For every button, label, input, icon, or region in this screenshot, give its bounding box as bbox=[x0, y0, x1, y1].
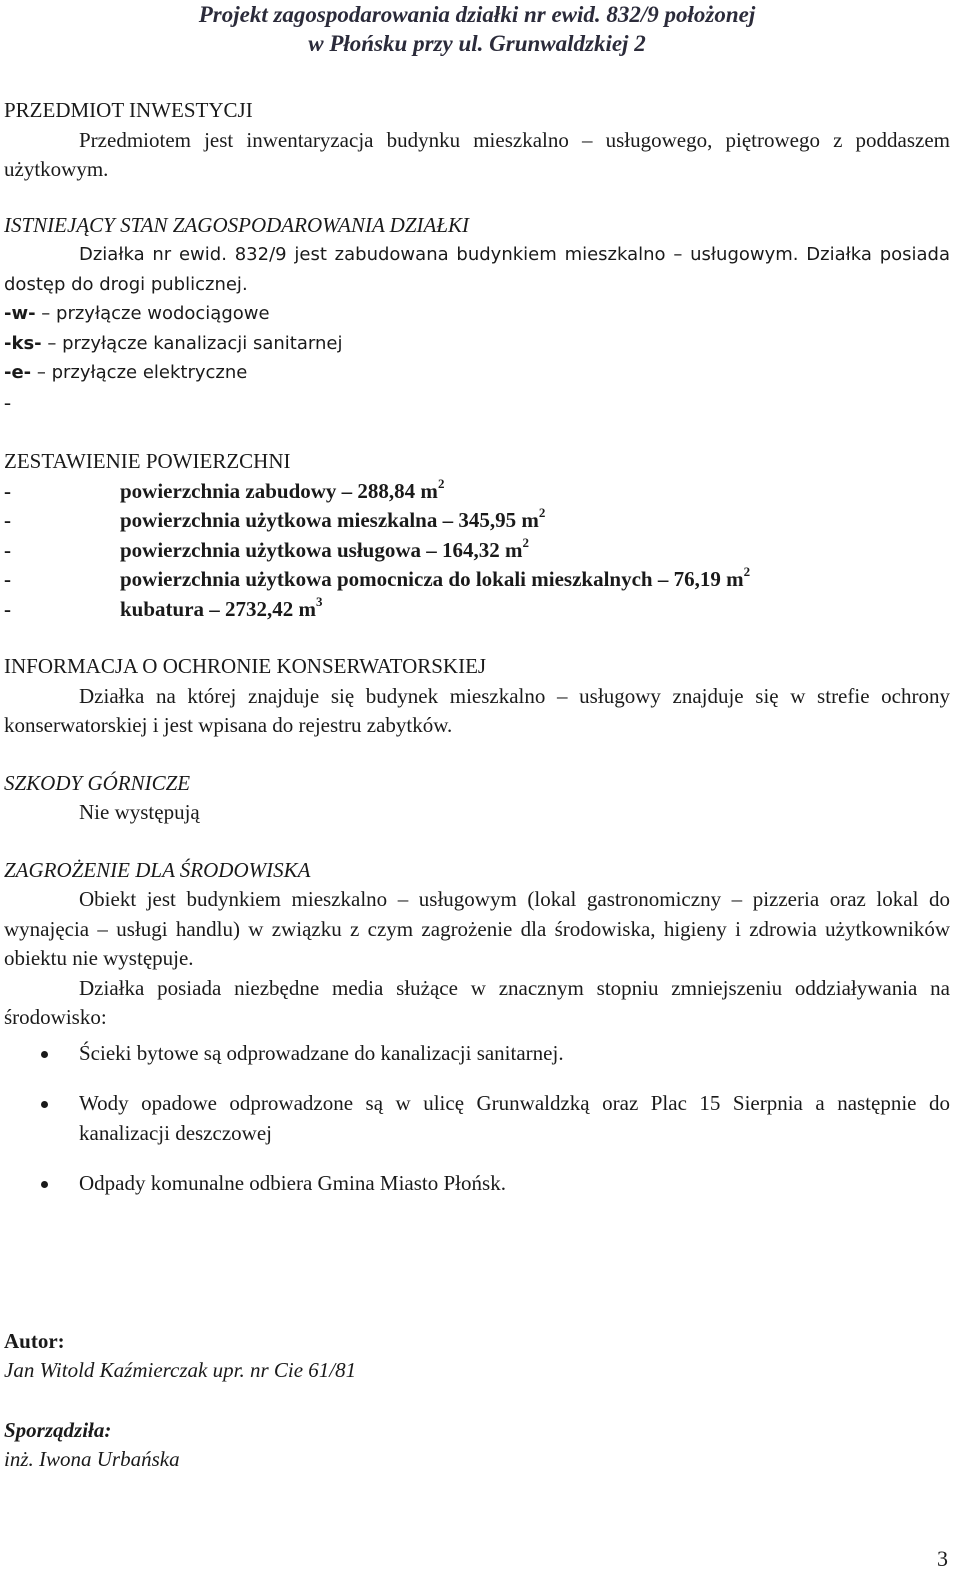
author-section bbox=[4, 1327, 950, 1386]
list-item bbox=[4, 1039, 950, 1069]
list-dash: - bbox=[4, 596, 11, 621]
list-item bbox=[4, 1089, 950, 1148]
connection-label: – przyłącze kanalizacji sanitarnej bbox=[41, 332, 343, 354]
list-dash: - bbox=[4, 508, 11, 532]
connection-label: – przyłącze elektryczne bbox=[31, 362, 248, 383]
existing-text: Działka nr ewid. 832/9 jest zabudowana budynkiem mieszkalno – usługowym. Działka posiada dostęp do drogi publicznej. bbox=[4, 244, 950, 295]
environment-text-1: Obiekt jest budynkiem mieszkalno – usługowym (lokal gastronomiczny – pizzeria oraz lokal do wynajęcia – usługi handlu) w związku z czym zagrożenie dla środowiska, higieny i zdrowia użytkowników obiektu nie występuje. bbox=[4, 887, 950, 970]
area-label: powierzchnia użytkowa usługowa – 164,32 m bbox=[120, 537, 523, 562]
existing-heading: ISTNIEJĄCY STAN ZAGOSPODAROWANIA DZIAŁKI bbox=[4, 212, 470, 237]
conservation-text: Działka na której znajduje się budynek mieszkalno – usługowy znajduje się w strefie ochrony konserwatorskiej i jest wpisana do rejestru zabytków. bbox=[4, 683, 950, 737]
list-dash: - bbox=[4, 537, 11, 562]
area-item bbox=[4, 536, 950, 566]
author-name: Jan Witold Kaźmierczak upr. nr Cie 61/81 bbox=[4, 1358, 357, 1382]
area-exponent: 2 bbox=[437, 475, 445, 491]
document-title bbox=[4, 0, 950, 58]
connection-label: – przyłącze wodociągowe bbox=[35, 303, 270, 324]
areas-heading: ZESTAWIENIE POWIERZCHNI bbox=[4, 449, 291, 473]
area-label: kubatura – 2732,42 m bbox=[120, 596, 317, 621]
area-exponent: 2 bbox=[743, 564, 751, 579]
mining-text: Nie występują bbox=[79, 800, 200, 824]
environment-section bbox=[4, 856, 950, 1199]
bullet-icon bbox=[41, 1181, 48, 1188]
trailing-dash: - bbox=[4, 389, 11, 414]
conservation-section bbox=[4, 652, 950, 741]
mining-heading: SZKODY GÓRNICZE bbox=[4, 770, 191, 795]
page-number: 3 bbox=[937, 1546, 948, 1571]
title-line-1: Projekt zagospodarowania działki nr ewid. 832/9 położonej bbox=[198, 2, 756, 27]
list-dash: - bbox=[4, 567, 11, 591]
connection-code: -w- bbox=[4, 303, 36, 324]
connection-sewer bbox=[4, 329, 950, 359]
environment-bullets bbox=[4, 1039, 950, 1199]
prepared-label: Sporządziła: bbox=[4, 1417, 112, 1442]
investment-text: Przedmiotem jest inwentaryzacja budynku mieszkalno – usługowego, piętrowego z poddaszem użytkowym. bbox=[4, 127, 950, 181]
area-item bbox=[4, 477, 950, 507]
connection-electric bbox=[4, 358, 950, 388]
existing-section bbox=[4, 211, 950, 418]
area-label: powierzchnia użytkowa pomocnicza do lokali mieszkalnych – 76,19 m bbox=[120, 567, 744, 591]
bullet-text: Ścieki bytowe są odprowadzane do kanalizacji sanitarnej. bbox=[79, 1040, 564, 1065]
title-line-2: w Płońsku przy ul. Grunwaldzkiej 2 bbox=[308, 31, 646, 56]
area-exponent: 3 bbox=[316, 593, 323, 609]
area-item bbox=[4, 506, 950, 536]
prepared-section bbox=[4, 1416, 950, 1475]
list-dash: - bbox=[4, 478, 11, 503]
mining-section bbox=[4, 769, 950, 828]
bullet-text: Wody opadowe odprowadzone są w ulicę Grunwaldzką oraz Plac 15 Sierpnia a następnie do kanalizacji deszczowej bbox=[79, 1091, 950, 1145]
area-exponent: 2 bbox=[522, 534, 530, 550]
author-label: Autor: bbox=[4, 1328, 65, 1353]
environment-heading: ZAGROŻENIE DLA ŚRODOWISKA bbox=[4, 857, 311, 882]
prepared-name: inż. Iwona Urbańska bbox=[4, 1447, 180, 1471]
connection-code: -ks- bbox=[4, 332, 42, 354]
investment-heading: PRZEDMIOT INWESTYCJI bbox=[4, 98, 253, 122]
conservation-heading: INFORMACJA O OCHRONIE KONSERWATORSKIEJ bbox=[4, 654, 487, 678]
bullet-icon bbox=[41, 1051, 48, 1058]
environment-text-2: Działka posiada niezbędne media służące w znacznym stopniu zmniejszeniu oddziaływania na środowisko: bbox=[4, 975, 950, 1029]
connection-code: -e- bbox=[4, 362, 32, 383]
areas-section bbox=[4, 447, 950, 624]
area-exponent: 2 bbox=[538, 505, 546, 520]
bullet-icon bbox=[41, 1101, 48, 1108]
connection-water bbox=[4, 299, 950, 329]
investment-section bbox=[4, 96, 950, 185]
area-label: powierzchnia użytkowa mieszkalna – 345,95 m bbox=[120, 508, 539, 532]
document-page bbox=[4, 0, 950, 1475]
area-label: powierzchnia zabudowy – 288,84 m bbox=[120, 478, 438, 503]
bullet-text: Odpady komunalne odbiera Gmina Miasto Płońsk. bbox=[79, 1171, 506, 1195]
area-item bbox=[4, 565, 950, 595]
area-item bbox=[4, 595, 950, 625]
list-item bbox=[4, 1169, 950, 1199]
